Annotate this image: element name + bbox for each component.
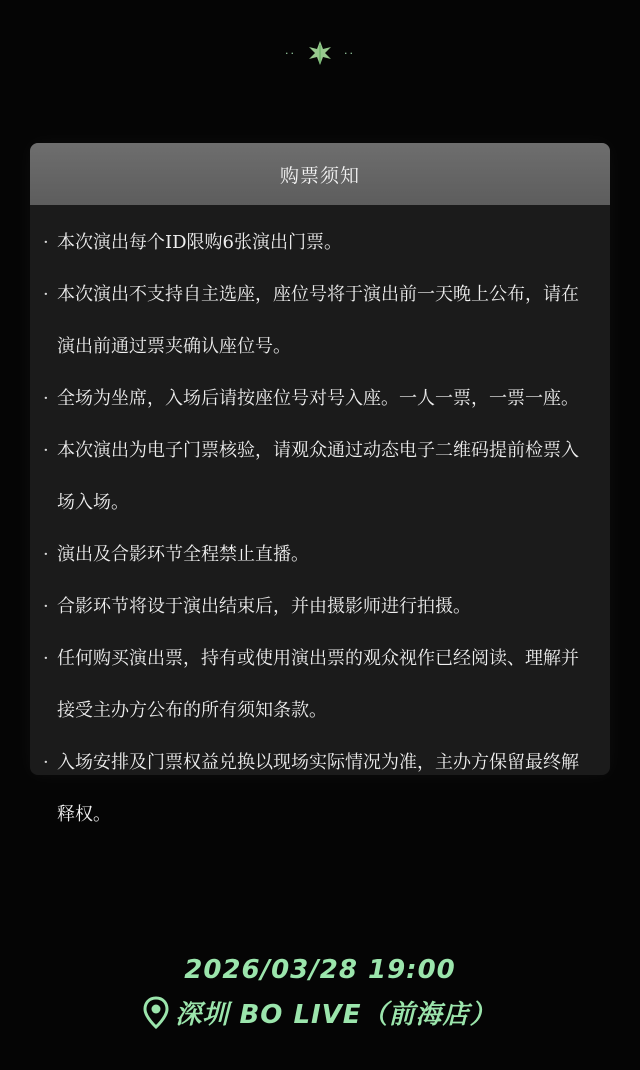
notice-item: · 入场安排及门票权益兑换以现场实际情况为准，主办方保留最终解释权。 — [30, 737, 610, 841]
notice-item: · 演出及合影环节全程禁止直播。 — [30, 529, 610, 581]
notice-item: · 全场为坐席，入场后请按座位号对号入座。一人一票，一票一座。 — [30, 373, 610, 425]
card-title: 购票须知 — [279, 164, 360, 187]
notice-item: · 任何购买演出票，持有或使用演出票的观众视作已经阅读、理解并接受主办方公布的所有须知条款。 — [30, 633, 610, 737]
leaf-icon — [306, 39, 334, 67]
notice-item: · 本次演出每个ID限购6张演出门票。 — [30, 217, 610, 269]
location-pin-icon — [143, 996, 169, 1030]
card-header — [30, 143, 610, 205]
ornament-dots-right: ·· — [344, 46, 355, 60]
top-ornament — [0, 38, 640, 68]
event-datetime: 2026/03/28 19:00 — [184, 955, 456, 985]
event-venue-row — [0, 994, 640, 1031]
ticket-notice-card — [30, 143, 610, 825]
event-venue: 深圳 BO LIVE（前海店） — [175, 1000, 497, 1030]
notice-item: · 本次演出为电子门票核验，请观众通过动态电子二维码提前检票入场入场。 — [30, 425, 610, 529]
ornament-dots-left: ·· — [285, 46, 296, 60]
notice-item: · 合影环节将设于演出结束后，并由摄影师进行拍摄。 — [30, 581, 610, 633]
notice-list — [30, 205, 610, 841]
notice-item: · 本次演出不支持自主选座，座位号将于演出前一天晚上公布，请在演出前通过票夹确认座位号。 — [30, 269, 610, 373]
